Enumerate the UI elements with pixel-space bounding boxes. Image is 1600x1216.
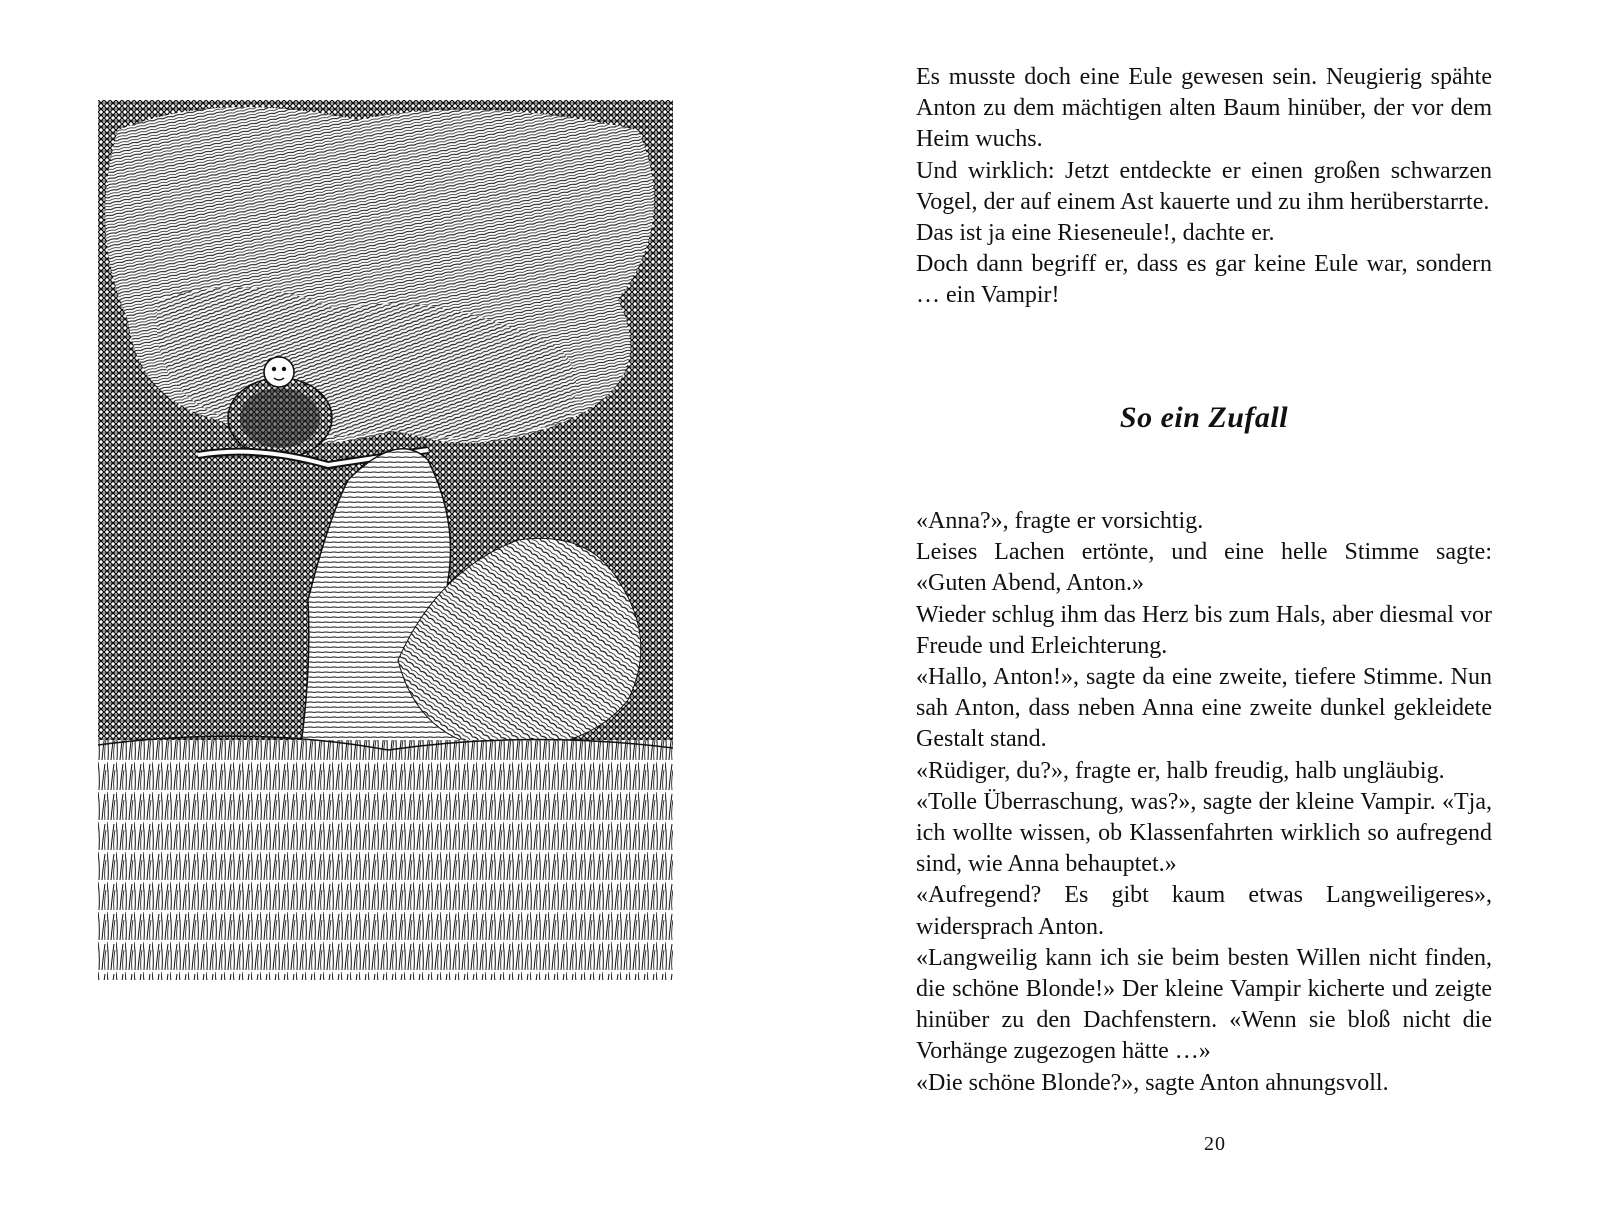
page-number: 20: [1204, 1133, 1226, 1155]
paragraph: Das ist ja eine Rieseneule!, dachte er.: [916, 220, 1275, 247]
paragraph: Es musste doch eine Eule gewesen sein. Neugierig spähte Anton zu dem mächtigen alten Baum hinüber, der vor dem Heim wuchs.: [916, 64, 1492, 153]
paragraph: Leises Lachen ertönte, und eine helle Stimme sagte: «Guten Abend, Anton.»: [916, 539, 1492, 597]
vampire-head: [264, 357, 294, 387]
paragraph: Und wirklich: Jetzt entdeckte er einen großen schwarzen Vogel, der auf einem Ast kauerte und zu ihm herüberstarrte.: [916, 157, 1492, 215]
paragraph: «Hallo, Anton!», sagte da eine zweite, tiefere Stimme. Nun sah Anton, dass neben Anna eine zweite dunkel gekleidete Gestalt stand.: [916, 664, 1492, 753]
vampire-eye-left: [272, 367, 276, 371]
paragraph: «Tolle Überraschung, was?», sagte der kleine Vampir. «Tja, ich wollte wissen, ob Klassenfahrten wirklich so aufregend sind, wie Anna behauptet.»: [916, 788, 1492, 878]
paragraph: «Aufregend? Es gibt kaum etwas Langweiligeres», widersprach Anton.: [916, 882, 1492, 940]
illustration-svg: [98, 100, 673, 980]
text-block-before-chapter: [916, 62, 1492, 312]
paragraph: «Die schöne Blonde?», sagte Anton ahnungsvoll.: [916, 1069, 1389, 1096]
paragraph: «Rüdiger, du?», fragte er, halb freudig, halb ungläubig.: [916, 757, 1445, 784]
vampire-eye-right: [282, 367, 286, 371]
paragraph: «Langweilig kann ich sie beim besten Willen nicht finden, die schöne Blonde!» Der kleine Vampir kicherte und zeigte hinüber zu den Dachfenstern. «Wenn sie bloß nicht die Vorhänge zugezogen hätte …»: [916, 944, 1492, 1065]
chapter-title: So ein Zufall: [1119, 401, 1289, 434]
grass-field: [98, 740, 673, 980]
paragraph: Doch dann begriff er, dass es gar keine Eule war, sondern … ein Vampir!: [916, 251, 1492, 309]
paragraph: Wieder schlug ihm das Herz bis zum Hals, aber diesmal vor Freude und Erleichterung.: [916, 601, 1492, 659]
tree-vampir-illustration: [98, 100, 673, 980]
vampire-shadow: [240, 388, 320, 448]
text-block-after-chapter: [916, 506, 1492, 1099]
paragraph: «Anna?», fragte er vorsichtig.: [916, 508, 1204, 534]
